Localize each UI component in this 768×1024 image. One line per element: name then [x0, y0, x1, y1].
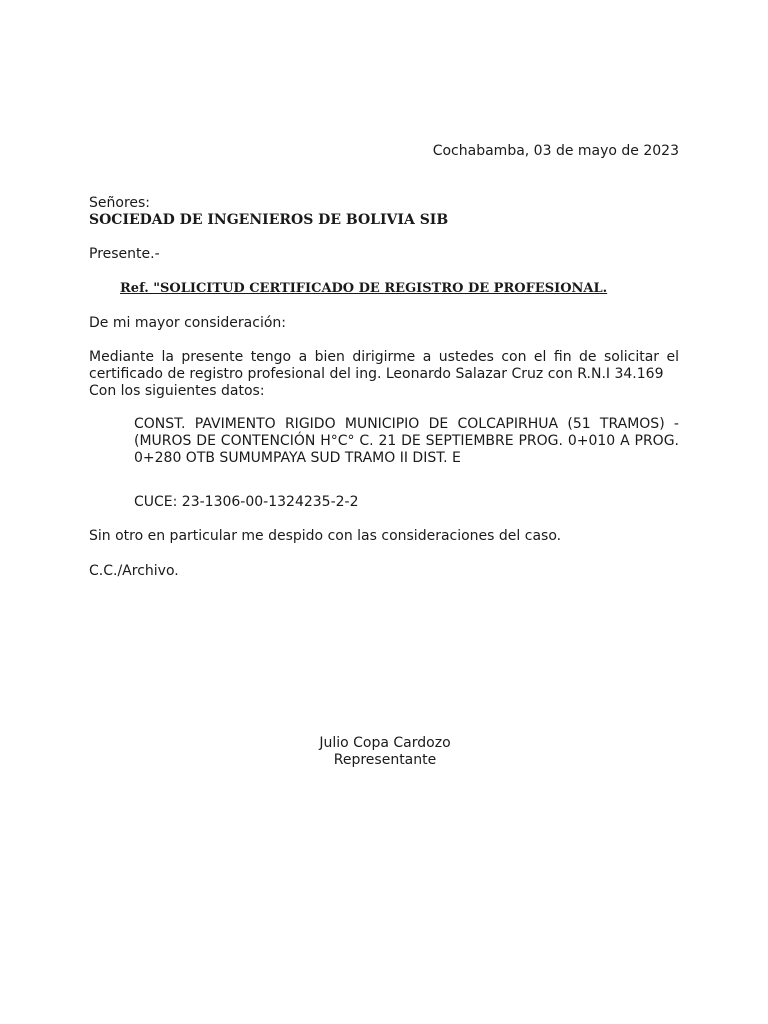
project-line: 0+280 OTB SUMUMPAYA SUD TRAMO II DIST. E — [134, 450, 461, 466]
cuce-code: CUCE: 23-1306-00-1324235-2-2 — [134, 494, 359, 510]
project-line: CONST. PAVIMENTO RIGIDO MUNICIPIO DE COLCAPIRHUA (51 TRAMOS) - — [134, 416, 679, 432]
greeting: Señores: — [89, 195, 151, 211]
body-line: Con los siguientes datos: — [89, 383, 265, 399]
salutation: De mi mayor consideración: — [89, 315, 286, 331]
signatory-name: Julio Copa Cardozo — [319, 735, 451, 751]
body-line: certificado de registro profesional del ing. Leonardo Salazar Cruz con R.N.I 34.169 — [89, 366, 664, 382]
letter-date: Cochabamba, 03 de mayo de 2023 — [432, 143, 679, 159]
signature-block — [280, 735, 490, 769]
present-line: Presente.- — [89, 246, 160, 262]
reference-line: Ref. "SOLICITUD CERTIFICADO DE REGISTRO DE PROFESIONAL. — [120, 281, 608, 296]
project-description — [134, 416, 679, 467]
signatory-title: Representante — [333, 752, 437, 768]
cc-archive: C.C./Archivo. — [89, 563, 179, 579]
body-line: Mediante la presente tengo a bien dirigirme a ustedes con el fin de solicitar el — [89, 349, 679, 365]
project-line: (MUROS DE CONTENCIÓN H°C° C. 21 DE SEPTIEMBRE PROG. 0+010 A PROG. — [134, 433, 679, 449]
recipient-organization: SOCIEDAD DE INGENIEROS DE BOLIVIA SIB — [89, 212, 449, 228]
body-paragraph — [89, 349, 679, 400]
closing-line: Sin otro en particular me despido con las consideraciones del caso. — [89, 528, 562, 544]
